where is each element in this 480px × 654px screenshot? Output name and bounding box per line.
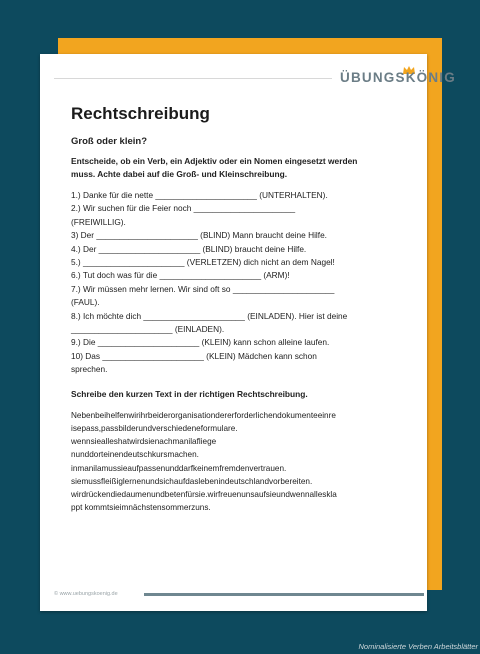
header-divider: [54, 78, 332, 79]
exercise-line: 5.) ______________________ (VERLETZEN) dich nicht an dem Nagel!: [71, 257, 335, 268]
image-caption: Nominalisierte Verben Arbeitsblätter: [358, 642, 478, 651]
text-line: wennsiealleshatwirdsienachmanilafliege: [71, 437, 217, 447]
exercise-line: 8.) Ich möchte dich ______________________ (EINLADEN). Hier ist deine: [71, 310, 348, 321]
exercise-line: 3) Der ______________________ (BLIND) Mann braucht deine Hilfe.: [71, 230, 327, 241]
text-line: Nebenbeihelfenwirihrbeiderorganisationdererforderlichendokumenteeinre: [71, 410, 336, 420]
worksheet-subtitle: Groß oder klein?: [71, 136, 148, 147]
website-link[interactable]: © www.uebungskoenig.de: [54, 591, 118, 597]
text-line: wirdrückendiedaumenundbetenfürsie.wirfreuenunsaufsieundwennalleskla: [71, 489, 337, 499]
page-footer: [54, 590, 414, 600]
worksheet-content: [71, 104, 407, 514]
exercise-line: 2.) Wir suchen für die Feier noch ______________________: [71, 203, 296, 214]
text-line: siemussfleißiglernenundsichaufdaslebenindeutschlandvorbereiten.: [71, 476, 313, 486]
text-line: inmanilamussieaufpassenunddarfkeinemfremdenvertrauen.: [71, 463, 287, 473]
exercise-line: 6.) Tut doch was für die ______________________ (ARM)!: [71, 270, 290, 281]
exercise-line: ______________________ (EINLADEN).: [71, 324, 225, 335]
instruction-line: muss. Achte dabei auf die Groß- und Kleinschreibung.: [71, 168, 288, 179]
footer-bar: [144, 593, 424, 596]
exercise-line: 4.) Der ______________________ (BLIND) braucht deine Hilfe.: [71, 243, 307, 254]
text-line: isepass,passbilderundverschiedeneformulare.: [71, 423, 238, 433]
exercise-line: 1.) Danke für die nette ______________________ (UNTERHALTEN).: [71, 190, 328, 200]
exercise-line: 7.) Wir müssen mehr lernen. Wir sind oft so ______________________: [71, 283, 335, 294]
task2-text: [71, 409, 407, 515]
instruction-line: Entscheide, ob ein Verb, ein Adjektiv oder ein Nomen eingesetzt werden: [71, 156, 358, 166]
exercise-line: (FAUL).: [71, 297, 100, 308]
exercise-line: sprechen.: [71, 364, 108, 375]
worksheet-page: [40, 54, 456, 611]
exercise-line: 9.) Die ______________________ (KLEIN) kann schon alleine laufen.: [71, 337, 330, 348]
worksheet-title: Rechtschreibung: [71, 104, 210, 123]
instructions: [71, 155, 407, 180]
exercise-line: (FREIWILLIG).: [71, 216, 126, 227]
brand-logo: ÜBUNGSKÖNIG: [340, 70, 456, 85]
text-line: nunddorteinendeutschkursmachen.: [71, 450, 199, 460]
task2-heading: Schreibe den kurzen Text in der richtigen Rechtschreibung.: [71, 388, 308, 399]
text-line: ppt kommtsieimnächstensommerzuns.: [71, 503, 211, 513]
exercise-list: [71, 189, 407, 377]
exercise-line: 10) Das ______________________ (KLEIN) Mädchen kann schon: [71, 350, 317, 361]
